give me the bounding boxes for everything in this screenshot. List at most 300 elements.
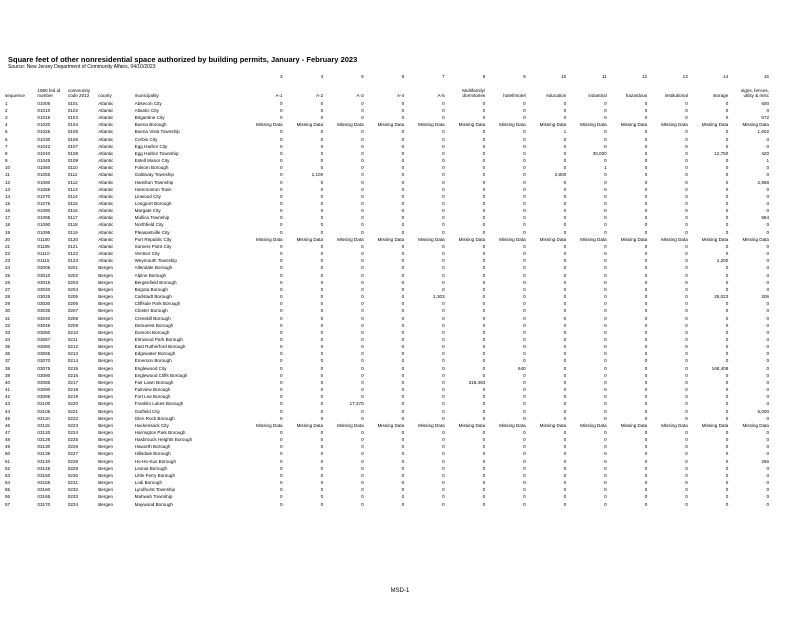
table-cell: Missing Data xyxy=(337,122,364,128)
table-row xyxy=(4,429,770,436)
table-cell: 0 xyxy=(361,451,364,457)
table-cell: 1,200 xyxy=(716,258,729,264)
table-row xyxy=(4,479,770,486)
table-cell: 0 xyxy=(280,100,283,106)
table-cell: 0 xyxy=(685,437,688,443)
table-cell: 0 xyxy=(401,351,405,357)
table-cell: 0 xyxy=(320,451,324,457)
table-cell: Missing Data xyxy=(620,236,648,242)
table-cell: Atlantic xyxy=(98,201,114,206)
table-cell: 03160 xyxy=(37,487,51,493)
table-cell: 0 xyxy=(442,186,445,192)
table-row xyxy=(4,300,770,307)
table-cell: 0 xyxy=(401,322,405,328)
table-cell: Missing Data xyxy=(418,422,445,428)
table-cell: 0 xyxy=(401,265,405,271)
table-cell: 0 xyxy=(401,458,405,464)
table-cell: 0 xyxy=(523,243,526,249)
table-cell: 0 xyxy=(361,315,364,321)
table-cell: 0 xyxy=(401,344,405,350)
table-cell: 0 xyxy=(320,365,324,371)
table-cell: 0234 xyxy=(67,501,79,507)
table-cell: 0 xyxy=(361,322,364,328)
table-cell: 0 xyxy=(766,358,769,364)
table-cell: 0 xyxy=(523,165,526,171)
table-cell: 0 xyxy=(685,301,688,307)
table-row xyxy=(4,200,770,207)
table-cell: 0 xyxy=(442,444,445,450)
table-cell: 0 xyxy=(442,387,445,393)
table-cell: 0 xyxy=(401,472,405,478)
table-cell: 0 xyxy=(442,344,445,350)
table-cell: 0 xyxy=(401,294,405,300)
table-cell: 0 xyxy=(563,115,567,121)
table-cell: 0 xyxy=(442,351,445,357)
table-cell: 0 xyxy=(766,201,769,206)
table-cell: 0 xyxy=(523,215,526,221)
table-cell: Missing Data xyxy=(499,236,526,242)
table-cell: 33 xyxy=(5,329,11,335)
table-cell: 0 xyxy=(685,100,688,106)
table-cell: 03140 xyxy=(37,458,51,464)
table-cell: 0 xyxy=(725,480,729,486)
table-cell: 0 xyxy=(401,115,405,121)
table-cell: Bergen xyxy=(98,451,114,457)
table-cell: 0 xyxy=(604,158,607,164)
table-cell: 0 xyxy=(320,394,324,400)
table-cell: 0 xyxy=(482,107,486,113)
table-cell: 0 xyxy=(320,494,324,500)
table-row xyxy=(4,386,770,393)
table-cell: 0 xyxy=(401,480,405,486)
table-cell: 0 xyxy=(685,401,688,407)
table-cell: 0201 xyxy=(67,265,79,271)
table-cell: 0 xyxy=(644,430,648,435)
table-cell: 0 xyxy=(523,186,526,192)
column-number: 8 xyxy=(482,74,486,79)
table-cell: 0 xyxy=(401,451,405,457)
table-row xyxy=(4,236,770,243)
table-cell: 0 xyxy=(442,365,445,371)
table-cell: 0 xyxy=(644,501,648,507)
table-cell: Atlantic xyxy=(98,158,114,164)
report-title: Square feet of other nonresidential space authorized by building permits, January - February 2023 xyxy=(8,55,358,64)
table-cell: Bergen xyxy=(98,365,114,371)
table-cell: 0 xyxy=(320,272,324,278)
table-cell: 0 xyxy=(280,358,283,364)
table-row xyxy=(4,458,770,465)
table-cell: 0 xyxy=(563,150,567,156)
table-cell: Bergen xyxy=(98,437,114,443)
table-cell: Atlantic xyxy=(98,165,114,171)
table-cell: Bergen xyxy=(98,408,114,414)
table-cell: Atlantic xyxy=(98,236,114,242)
table-cell: Lodi Borough xyxy=(134,480,163,486)
table-cell: 0102 xyxy=(67,107,79,113)
table-cell: 0 xyxy=(280,215,283,221)
table-cell: 0 xyxy=(280,465,283,471)
table-cell: 0 xyxy=(280,458,283,464)
table-row xyxy=(4,350,770,357)
table-cell: 0 xyxy=(361,215,364,221)
table-cell: 0 xyxy=(604,308,607,314)
table-cell: 0 xyxy=(644,229,648,235)
table-cell: 0223 xyxy=(67,422,79,428)
table-row xyxy=(4,128,770,135)
column-header: storage xyxy=(712,93,729,99)
table-cell: 0233 xyxy=(67,494,79,500)
table-cell: 9 xyxy=(5,158,8,164)
table-cell: 0 xyxy=(401,358,405,364)
table-cell: 0 xyxy=(644,258,648,264)
table-cell: 03090 xyxy=(37,387,51,393)
table-row xyxy=(4,279,770,286)
table-cell: 0 xyxy=(401,107,405,113)
table-cell: 0 xyxy=(442,451,445,457)
table-cell: 0 xyxy=(320,415,324,421)
table-cell: 0 xyxy=(604,107,607,113)
table-cell: 0 xyxy=(320,243,324,249)
table-cell: 0 xyxy=(685,143,688,149)
table-cell: 0209 xyxy=(67,322,79,328)
table-cell: 0118 xyxy=(67,222,78,228)
table-row xyxy=(4,465,770,472)
table-cell: 0 xyxy=(442,272,445,278)
table-cell: 03020 xyxy=(37,286,51,292)
table-cell: 0 xyxy=(523,394,526,400)
table-cell: 03170 xyxy=(37,501,51,507)
table-cell: 25,023 xyxy=(714,294,729,300)
table-cell: 0 xyxy=(685,129,688,135)
table-cell: Bergen xyxy=(98,272,114,278)
table-cell: 11 xyxy=(5,172,10,178)
table-cell: 0 xyxy=(442,107,445,113)
table-cell: Fair Lawn Borough xyxy=(134,379,174,385)
column-number: 7 xyxy=(442,74,445,79)
table-cell: 0 xyxy=(401,372,405,378)
table-cell: 0 xyxy=(604,487,607,493)
table-cell: 0 xyxy=(280,494,283,500)
table-cell: 03155 xyxy=(37,480,51,486)
table-cell: Bergen xyxy=(98,322,114,328)
table-cell: 0 xyxy=(401,279,405,285)
table-cell: 0 xyxy=(523,487,526,493)
table-cell: 03005 xyxy=(37,265,51,271)
table-cell: 0 xyxy=(644,222,648,228)
table-cell: 0 xyxy=(725,494,729,500)
table-cell: Englewood Cliffs Borough xyxy=(134,372,188,378)
table-cell: 0 xyxy=(442,100,445,106)
table-cell: Carlstadt Borough xyxy=(134,294,172,300)
table-cell: 0 xyxy=(280,372,283,378)
table-cell: 0 xyxy=(725,394,729,400)
table-cell: 0 xyxy=(361,179,364,185)
table-cell: Port Republic City xyxy=(134,236,172,242)
table-row xyxy=(4,257,770,264)
table-cell: 0 xyxy=(644,272,648,278)
table-cell: 0 xyxy=(685,501,688,507)
table-cell: 0 xyxy=(685,315,688,321)
table-cell: 0 xyxy=(482,294,486,300)
table-cell: 01045 xyxy=(37,158,51,164)
table-cell: 01040 xyxy=(37,150,51,156)
table-cell: 0 xyxy=(604,501,607,507)
table-cell: 0225 xyxy=(67,437,79,443)
table-cell: 25 xyxy=(5,272,11,278)
table-cell: Closter Borough xyxy=(134,308,168,314)
table-cell: 0 xyxy=(725,222,729,228)
table-cell: 31 xyxy=(5,315,11,321)
table-cell: 0 xyxy=(685,136,688,142)
table-cell: 23 xyxy=(5,258,11,264)
table-cell: 315,493 xyxy=(468,379,486,385)
table-cell: Bogota Borough xyxy=(134,286,168,292)
table-cell: 0 xyxy=(563,372,567,378)
table-cell: 0101 xyxy=(67,100,79,106)
table-cell: Bergen xyxy=(98,401,114,407)
table-cell: 0 xyxy=(442,465,445,471)
table-cell: 0 xyxy=(442,408,445,414)
table-cell: Atlantic xyxy=(98,193,114,199)
table-cell: Atlantic xyxy=(98,243,114,249)
table-cell: 0 xyxy=(725,322,729,328)
table-cell: 0 xyxy=(725,272,729,278)
table-cell: 0 xyxy=(725,301,729,307)
column-number: 4 xyxy=(320,74,324,79)
table-cell: 0 xyxy=(725,372,729,378)
table-cell: 03035 xyxy=(37,308,51,314)
table-cell: 0 xyxy=(563,251,567,257)
table-cell: 0 xyxy=(766,351,769,357)
table-cell: 0 xyxy=(280,251,283,257)
table-cell: 0 xyxy=(320,501,324,507)
table-cell: 0 xyxy=(563,279,567,285)
table-cell: 0222 xyxy=(67,415,79,421)
column-number: 9 xyxy=(523,74,526,79)
table-cell: 0 xyxy=(280,451,283,457)
table-cell: 0106 xyxy=(67,136,79,142)
table-cell: 0 xyxy=(442,179,445,185)
table-cell: 0 xyxy=(563,222,567,228)
table-cell: 0 xyxy=(604,179,607,185)
table-cell: 0 xyxy=(563,208,567,214)
table-cell: Bergenfield Borough xyxy=(134,279,177,285)
table-cell: 0 xyxy=(442,215,445,221)
table-cell: 12 xyxy=(5,179,11,185)
table-cell: Bergen xyxy=(98,351,114,357)
table-cell: Missing Data xyxy=(296,236,324,242)
table-cell: 0 xyxy=(320,437,324,443)
table-cell: Bergen xyxy=(98,394,114,400)
table-cell: 0 xyxy=(644,308,648,314)
table-cell: 0120 xyxy=(67,236,79,242)
table-cell: 0 xyxy=(482,115,486,121)
table-cell: 0 xyxy=(644,158,648,164)
table-cell: 0 xyxy=(604,222,607,228)
table-cell: Bergen xyxy=(98,465,114,471)
table-cell: 0216 xyxy=(67,372,79,378)
table-cell: 266 xyxy=(761,458,769,464)
table-cell: 01055 xyxy=(37,172,51,178)
table-cell: 0 xyxy=(725,329,729,335)
table-cell: 0 xyxy=(401,229,405,235)
table-cell: 03105 xyxy=(37,408,51,414)
table-cell: 0 xyxy=(644,401,648,407)
table-cell: 8 xyxy=(5,150,8,156)
table-cell: 01015 xyxy=(37,115,51,121)
table-cell: 0 xyxy=(482,265,486,271)
table-cell: Missing Data xyxy=(296,122,324,128)
table-cell: 0 xyxy=(563,179,567,185)
table-cell: 0 xyxy=(361,415,364,421)
table-cell: 0 xyxy=(361,107,364,113)
table-cell: 0 xyxy=(685,193,688,199)
table-row xyxy=(4,272,770,279)
table-cell: 0 xyxy=(644,115,648,121)
table-cell: 0 xyxy=(482,179,486,185)
table-cell: 0 xyxy=(766,279,769,285)
table-cell: Franklin Lakes Borough xyxy=(134,401,184,407)
table-cell: 0 xyxy=(320,294,324,300)
table-cell: Atlantic xyxy=(98,215,114,221)
table-cell: 0 xyxy=(361,229,364,235)
table-cell: 0 xyxy=(725,265,729,271)
column-number: 6 xyxy=(401,74,405,79)
table-cell: Bergen xyxy=(98,444,114,450)
table-cell: 0 xyxy=(361,458,364,464)
table-cell: 984 xyxy=(761,215,769,221)
table-cell: 0219 xyxy=(67,394,79,400)
table-cell: 0 xyxy=(442,494,445,500)
table-cell: 0 xyxy=(644,186,648,192)
table-cell: 29 xyxy=(5,301,11,307)
table-cell: Bergen xyxy=(98,279,114,285)
table-cell: 0 xyxy=(442,143,445,149)
table-cell: 0 xyxy=(361,501,364,507)
table-cell: 0 xyxy=(442,279,445,285)
table-cell: 0 xyxy=(442,251,445,257)
column-header: A-5 xyxy=(437,93,445,99)
column-number: 13 xyxy=(682,74,688,79)
table-cell: Missing Data xyxy=(742,122,769,128)
table-cell: 0 xyxy=(442,115,445,121)
table-cell: 0 xyxy=(401,444,405,450)
table-cell: 0 xyxy=(685,451,688,457)
table-cell: Fort Lee Borough xyxy=(134,394,171,400)
table-cell: 18 xyxy=(5,222,11,228)
table-cell: 0 xyxy=(320,430,324,435)
table-cell: 0 xyxy=(280,472,283,478)
table-row xyxy=(4,264,770,271)
table-cell: 0 xyxy=(725,143,729,149)
table-cell: 0 xyxy=(766,165,769,171)
table-cell: 0 xyxy=(563,365,567,371)
table-row xyxy=(4,157,770,164)
table-cell: 0 xyxy=(401,315,405,321)
table-cell: 0214 xyxy=(67,358,79,364)
table-cell: 38 xyxy=(5,365,11,371)
table-cell: 0 xyxy=(685,172,688,178)
table-cell: 640 xyxy=(518,365,526,371)
table-row xyxy=(4,114,770,121)
table-cell: 0 xyxy=(320,186,324,192)
table-row xyxy=(4,179,770,186)
table-cell: 01020 xyxy=(37,122,51,128)
table-cell: Missing Data xyxy=(418,236,445,242)
table-cell: 0 xyxy=(766,243,769,249)
table-cell: 0 xyxy=(482,272,486,278)
table-cell: 0 xyxy=(320,472,324,478)
table-cell: 0203 xyxy=(67,279,79,285)
table-cell: 0114 xyxy=(67,193,78,199)
table-row xyxy=(4,436,770,443)
table-cell: Egg Harbor Township xyxy=(134,150,179,156)
table-cell: 0 xyxy=(361,265,364,271)
table-cell: 0 xyxy=(563,465,567,471)
table-cell: 0 xyxy=(401,186,405,192)
table-cell: Harrington Park Borough xyxy=(134,430,186,435)
table-cell: Cresskill Borough xyxy=(134,315,171,321)
table-cell: 0 xyxy=(766,344,769,350)
table-cell: Bergen xyxy=(98,358,114,364)
table-cell: 0 xyxy=(766,387,769,393)
table-cell: 01075 xyxy=(37,201,51,206)
table-cell: 0 xyxy=(523,329,526,335)
table-row xyxy=(4,207,770,214)
table-cell: 0 xyxy=(280,186,283,192)
table-cell: 0 xyxy=(685,279,688,285)
table-cell: 0 xyxy=(725,344,729,350)
table-cell: 0113 xyxy=(67,186,78,192)
table-cell: 0103 xyxy=(67,115,79,121)
table-cell: 0 xyxy=(685,179,688,185)
table-cell: Mahwah Township xyxy=(134,494,173,500)
table-cell: 0 xyxy=(320,301,324,307)
table-cell: Folsom Borough xyxy=(134,165,169,171)
table-cell: Missing Data xyxy=(458,122,486,128)
table-cell: 0 xyxy=(401,100,405,106)
table-cell: 0 xyxy=(523,172,526,178)
table-cell: Atlantic xyxy=(98,229,114,235)
table-cell: 0 xyxy=(442,336,445,342)
table-cell: 0 xyxy=(685,465,688,471)
table-cell: 0 xyxy=(280,401,283,407)
table-row xyxy=(4,329,770,336)
table-cell: Buena Borough xyxy=(134,122,167,128)
table-cell: 03060 xyxy=(37,344,51,350)
table-cell: 0 xyxy=(725,401,729,407)
table-cell: 0 xyxy=(442,372,445,378)
table-cell: 0 xyxy=(644,150,648,156)
table-cell: 0 xyxy=(685,480,688,486)
table-cell: Atlantic xyxy=(98,258,114,264)
table-cell: Bergen xyxy=(98,315,114,321)
table-cell: Allendale Borough xyxy=(134,265,173,271)
table-cell: Hackensack City xyxy=(134,422,169,428)
table-cell: Estell Manor City xyxy=(134,158,170,164)
table-cell: 0 xyxy=(766,501,769,507)
table-cell: 0 xyxy=(685,494,688,500)
table-cell: 0 xyxy=(523,480,526,486)
table-cell: 0 xyxy=(563,186,567,192)
table-cell: 0 xyxy=(280,344,283,350)
table-cell: 03085 xyxy=(37,379,51,385)
table-cell: 0 xyxy=(361,430,364,435)
table-cell: 0 xyxy=(401,494,405,500)
table-cell: 0 xyxy=(442,301,445,307)
table-cell: 0 xyxy=(482,243,486,249)
table-cell: 0 xyxy=(523,336,526,342)
